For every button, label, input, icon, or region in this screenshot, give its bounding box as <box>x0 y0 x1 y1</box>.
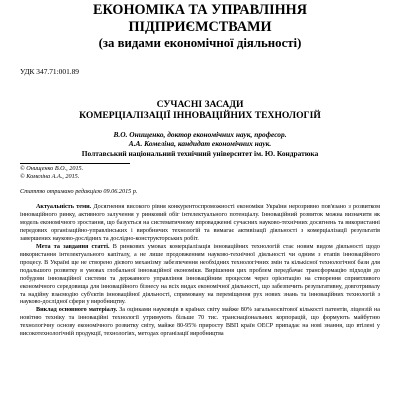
author-affiliation: Полтавський національний технічний університет ім. Ю. Кондратюка <box>81 148 319 158</box>
paragraph-text: В ринкових умовах комерціалізація інноваційних технологій стає новим видом діяльності щодо використання інтелектуального капіталу, а не лише продовженням науково-технічної діяльності чи одним з етапів інноваційного процесу. В Україні ще не створено дієвого механізму забезпечення необхідних технологічних змін та кількісної технологічної бази для подальшого розвитку в умовах глобальної інноваційної економіки. Вирішення цих проблем передбачає трансформацію підходів до побудови інноваційної системи та державного управління інноваційним процесом через орієнтацію на створення сприятливого економічного середовища для інноваційного бізнесу на всіх видах економічної діяльності, що забезпечить результативну, довготривалу та надійну взаємодію суб'єктів інноваційної діяльності, спрямовану на переміщення рух нових знань та інноваційних технологій з науково-дослідної сфери у виробництву. <box>20 243 380 306</box>
udc-code: УДК 347.71:001.89 <box>20 67 80 76</box>
section-title-line-1: ЕКОНОМІКА ТА УПРАВЛІННЯ <box>93 2 307 18</box>
paragraph-heading: Мета та завдання статті. <box>36 243 110 250</box>
author-2: А.А. Комеліна, кандидат економічних наук. <box>128 139 272 149</box>
article-title-line-2: КОМЕРЦІАЛІЗАЦІЇ ІННОВАЦІЙНИХ ТЕХНОЛОГІЙ <box>79 110 321 121</box>
author-block <box>20 130 380 158</box>
section-title-line-2: ПІДПРИЄМСТВАМИ <box>128 18 272 35</box>
paper-page <box>0 2 400 402</box>
article-title-line-1: СУЧАСНІ ЗАСАДИ <box>156 99 244 110</box>
copyright-footnotes <box>20 165 380 180</box>
paragraph-heading: Виклад основного матеріалу. <box>36 307 118 314</box>
paragraph-relevance <box>20 204 380 244</box>
received-date: Статтю отримано редакцією 09.06.2015 р. <box>20 188 138 196</box>
paragraph-text: За оцінками науковців в країнах світу майже 80% загальносвітової кількості патентів, ліцензій на новітню техніку та інноваційні технології утримують більше 70 тис. транснаціональних корпорацій, що формують майбутню технологічну основу економічного розвитку світу, майже 80-95% приросту ВВП країн ОЕСР припадає на нові знання, що втілені у високотехнологічній продукції, технологіях, методах організації виробництва <box>20 307 380 338</box>
paragraph-text: Досягнення високого рівня конкурентоспроможності економіки України нерозривно пов'язано з розвитком інноваційного ринку, активного залучення у ринковий обіг інтелектуального потенціалу. Інноваційний розвиток можна визначити як модель економічного зростання, що базується на систематичному впровадженні сучасних науково-технічних досягнень та використанні передових організаційно-управлінських і виробничих технологій та вимагає активізації діяльності з комерціалізації результатів завершених науково-дослідних та дослідно-конструкторських робіт. <box>20 204 381 242</box>
paragraph-heading: Актуальність теми. <box>36 204 92 211</box>
paragraph-main-material <box>20 307 380 339</box>
article-body <box>20 204 380 339</box>
copyright-1: © Онищенко В.О., 2015. <box>20 165 84 173</box>
journal-section-header <box>20 2 380 51</box>
copyright-2: © Комеліна А.А., 2015. <box>20 172 80 180</box>
footnote-divider <box>20 163 130 164</box>
paragraph-purpose <box>20 244 380 308</box>
article-title <box>20 99 380 121</box>
author-1: В.О. Онищенко, доктор економічних наук, професор. <box>113 130 287 139</box>
section-subtitle: (за видами економічної діяльності) <box>98 36 302 50</box>
